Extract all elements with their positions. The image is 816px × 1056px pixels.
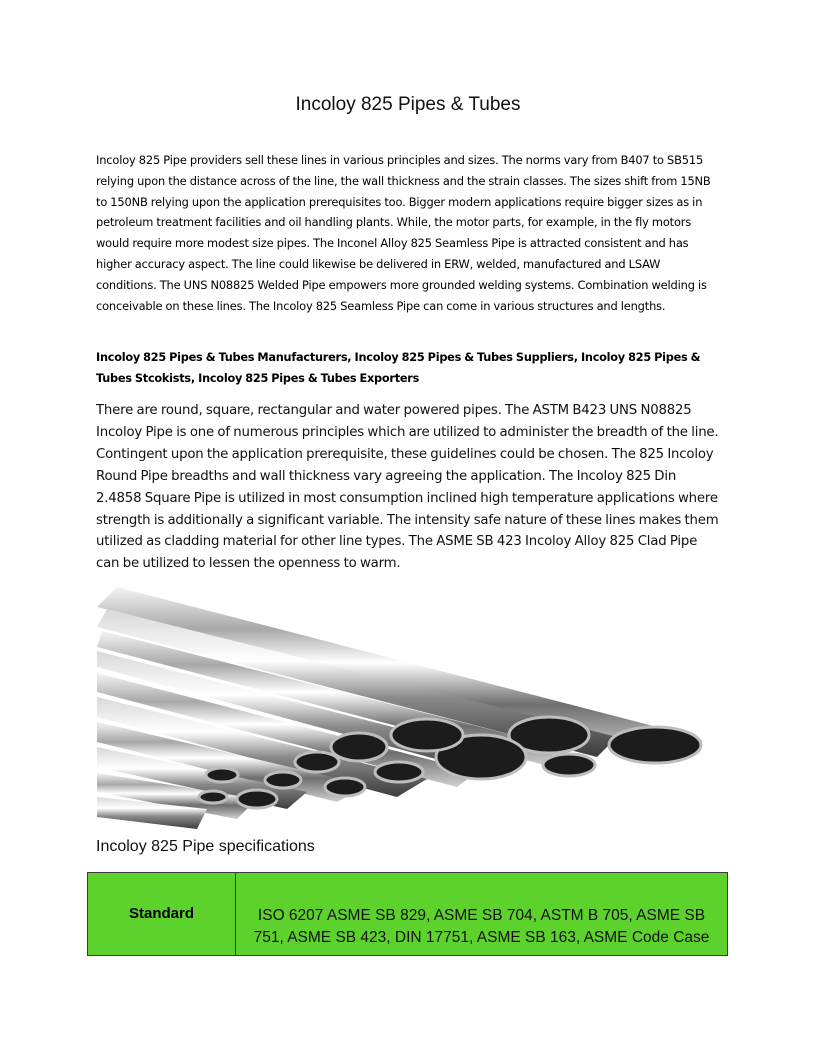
specifications-table xyxy=(87,872,728,956)
intro-paragraph: Incoloy 825 Pipe providers sell these lines in various principles and sizes. The norms vary from B407 to SB515 relying upon the distance across of the line, the wall thickness and the strain classes. The sizes shift from 15NB to 150NB relying upon the application prerequisites too. Bigger modern applications require bigger sizes as in petroleum treatment facilities and oil handling plants. While, the motor parts, for example, in the fly motors would require more modest size pipes. The Inconel Alloy 825 Seamless Pipe is attracted consistent and has higher accuracy aspect. The line could likewise be delivered in ERW, welded, manufactured and LSAW conditions. The UNS N08825 Welded Pipe empowers more grounded welding systems. Combination welding is conceivable on these lines. The Incoloy 825 Seamless Pipe can come in various structures and lengths. xyxy=(96,153,711,313)
pipe-types-paragraph: There are round, square, rectangular and water powered pipes. The ASTM B423 UNS N08825 Incoloy Pipe is one of numerous principles which are utilized to administer the breadth of the line. Contingent upon the application prerequisite, these guidelines could be chosen. The 825 Incoloy Round Pipe breadths and wall thickness vary agreeing the application. The Incoloy 825 Din 2.4858 Square Pipe is utilized in most consumption inclined high temperature applications where strength is additionally a significant variable. The intensity safe nature of these lines makes them utilized as cladding material for other line types. The ASME SB 423 Incoloy Alloy 825 Clad Pipe can be utilized to lessen the openness to warm. xyxy=(96,403,719,572)
table-cell-value: ISO 6207 ASME SB 829, ASME SB 704, ASTM B 705, ASME SB 751, ASME SB 423, DIN 17751, ASME SB 163, ASME Code Case xyxy=(236,873,728,956)
specifications-heading: Incoloy 825 Pipe specifications xyxy=(96,838,315,855)
page-title: Incoloy 825 Pipes & Tubes xyxy=(295,94,521,115)
table-row xyxy=(88,873,728,956)
pipes-photo xyxy=(97,587,710,835)
table-cell-label: Standard xyxy=(88,873,236,956)
pipe-bundle xyxy=(97,587,687,829)
keywords-paragraph: Incoloy 825 Pipes & Tubes Manufacturers, Incoloy 825 Pipes & Tubes Suppliers, Incoloy 825 Pipes & Tubes Stcokists, Incoloy 825 Pipes & Tubes Exporters xyxy=(96,351,701,385)
